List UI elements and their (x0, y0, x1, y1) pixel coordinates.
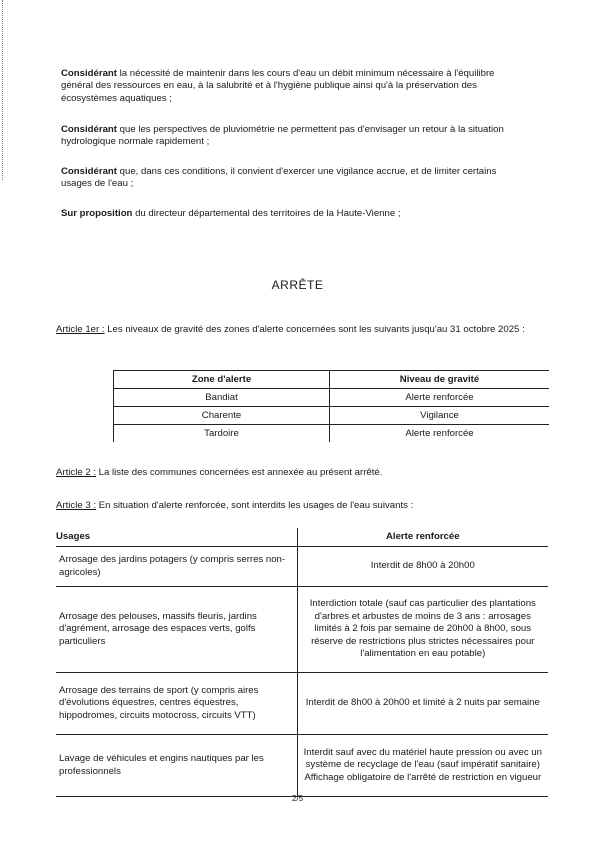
table-row (114, 407, 550, 425)
zone-cell: Bandiat (114, 389, 330, 407)
usage-cell: Arrosage des terrains de sport (y compris aires d'évolutions équestres, centres équestres, hippodromes, circuits motocross, circuits VTT) (56, 673, 297, 735)
considerant-paragraph-3: Considérant que, dans ces conditions, il convient d'exercer une vigilance accrue, et de limiter certains usages de l'eau ; (61, 166, 497, 190)
considerant-paragraph-2: Considérant que les perspectives de pluviométrie ne permettent pas d'envisager un retour à la situation hydrologique normale rapidement ; (61, 124, 504, 148)
header-zone: Zone d'alerte (114, 371, 330, 389)
proposition-paragraph: Sur proposition du directeur départemental des territoires de la Haute-Vienne ; (61, 208, 401, 219)
gravity-cell: Vigilance (330, 407, 550, 425)
article-2 (56, 467, 553, 479)
restriction-cell: Interdit de 8h00 à 20h00 (297, 547, 548, 587)
decree-title: ARRÊTE (271, 278, 324, 292)
page-number: 2/5 (291, 794, 304, 803)
zones-table (113, 370, 549, 442)
gravity-cell: Alerte renforcée (330, 425, 550, 443)
usages-table (56, 528, 548, 797)
considerant-paragraph-1: Considérant la nécessité de maintenir dans les cours d'eau un débit minimum nécessaire à l'équilibre général des ressources en eau, à la salubrité et à l'hygiène publique ainsi qu'à la préservation des écosystèmes aquatiques ; (61, 68, 495, 104)
header-usages: Usages (56, 528, 297, 547)
gravity-cell: Alerte renforcée (330, 389, 550, 407)
table-header-row (56, 528, 548, 547)
restriction-cell: Interdit sauf avec du matériel haute pression ou avec un système de recyclage de l'eau (sauf impératif sanitaire) Affichage obligatoire de l'arrêté de restriction en vigueur (297, 735, 548, 797)
zone-cell: Charente (114, 407, 330, 425)
header-gravity: Niveau de gravité (330, 371, 550, 389)
usage-cell: Lavage de véhicules et engins nautiques par les professionnels (56, 735, 297, 797)
article-1-label: Article 1er : (56, 324, 105, 335)
restriction-cell: Interdit de 8h00 à 20h00 et limité à 2 nuits par semaine (297, 673, 548, 735)
table-row (114, 389, 550, 407)
article-3-label: Article 3 : (56, 500, 96, 511)
table-row (114, 425, 550, 443)
table-row (56, 587, 548, 673)
article-2-text: La liste des communes concernées est annexée au présent arrêté. (98, 467, 383, 478)
table-row (56, 673, 548, 735)
article-1-text: Les niveaux de gravité des zones d'alerte concernées sont les suivants jusqu'au 31 octobre 2025 : (107, 324, 525, 335)
usage-cell: Arrosage des jardins potagers (y compris serres non-agricoles) (56, 547, 297, 587)
article-3 (56, 500, 553, 512)
margin-mark (2, 0, 4, 180)
table-header-row (114, 371, 550, 389)
table-row (56, 735, 548, 797)
zone-cell: Tardoire (114, 425, 330, 443)
restriction-cell: Interdiction totale (sauf cas particulier des plantations d'arbres et arbustes de moins de 3 ans : arrosages limités à 2 fois par semaine de 20h00 à 8h00, sous réserve de restrictions plus strictes nécessaires pour l'alimentation en eau potable) (297, 587, 548, 673)
header-alert: Alerte renforcée (297, 528, 548, 547)
article-1 (56, 324, 553, 336)
usage-cell: Arrosage des pelouses, massifs fleuris, jardins d'agrément, arrosage des espaces verts, golfs particuliers (56, 587, 297, 673)
article-2-label: Article 2 : (56, 467, 96, 478)
table-row (56, 547, 548, 587)
article-3-text: En situation d'alerte renforcée, sont interdits les usages de l'eau suivants : (98, 500, 414, 511)
